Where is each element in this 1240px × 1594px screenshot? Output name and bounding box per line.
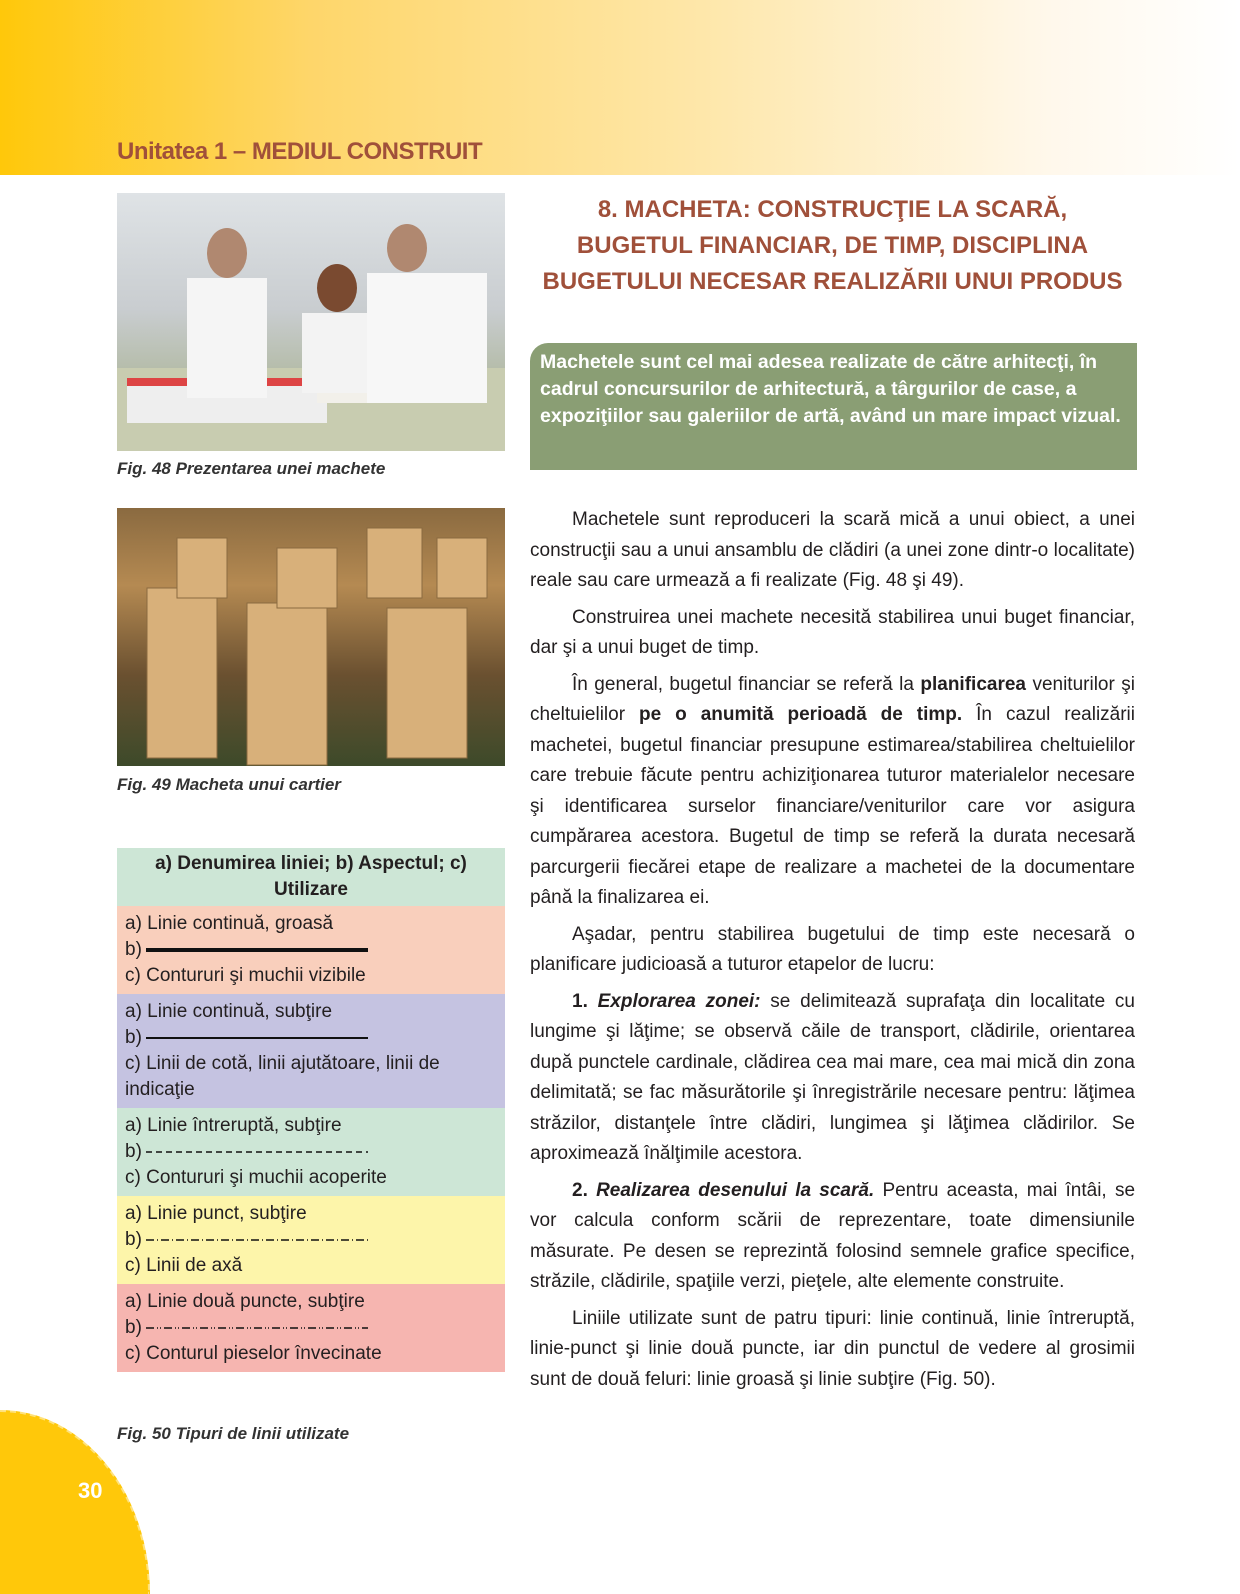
section-title [530,192,1135,300]
title-line: 8. MACHETA: CONSTRUCŢIE LA SCARĂ, [597,196,1068,223]
line-usage: c) Linii de cotă, linii ajutătoare, linii de indicaţie [125,1053,440,1100]
photo-district-model [117,508,505,766]
line-sample [146,946,368,954]
table-row [117,906,505,994]
aspect-label: b) [125,939,142,960]
text: se delimitează suprafaţa din localitate cu lungime şi lăţime; se observă căile de transport, clădirile, orientarea după punctele cardinale, clădirea cea mai mare, cea mai mică din zona delimitată; se fac măsurătorile şi înregistrările necesare pentru: lăţimea străzilor, distanţele între clădiri, lungimea şi lăţimea clădirilor. Se aproximează înălţimile acestora. [530,990,1135,1164]
aspect-label: b) [125,1141,142,1162]
aspect-label: b) [125,1229,142,1250]
line-name: a) Linie continuă, subţire [125,1001,333,1022]
title-line: BUGETUL FINANCIAR, DE TIMP, DISCIPLINA [576,232,1089,259]
line-usage: c) Linii de axă [125,1255,243,1276]
body-text [530,505,1135,1401]
line-name: a) Linie punct, subţire [125,1203,307,1224]
line-name: a) Linie întreruptă, subţire [125,1115,342,1136]
unit-title: Unitatea 1 – MEDIUL CONSTRUIT [117,138,483,165]
line-usage: c) Contururi şi muchii vizibile [125,965,366,986]
aspect-label: b) [125,1317,142,1338]
table-row [117,1284,505,1372]
photo-model-presentation [117,193,505,451]
bold-text: pe o anumită perioadă de timp. [639,704,963,725]
text: Pentru aceasta, mai întâi, se vor calcula conform scării de reprezentare, toate dimensiunile măsurate. Pe desen se reprezintă folosind semnele grafice specifice, străzile, clădirile, spaţiile verzi, pieţele, alte elemente construite. [530,1179,1136,1292]
table-row [117,994,505,1108]
line-sample [146,1034,368,1042]
paragraph: Construirea unei machete necesită stabilirea unui buget financiar, dar şi a unui buget de timp. [530,606,1135,658]
line-sample [146,1324,368,1332]
line-types-table [117,848,505,1372]
bold-text: planificarea [920,673,1026,695]
paragraph [530,1176,1135,1298]
step-title: Realizarea desenului la scară. [596,1179,875,1201]
page-number: 30 [78,1478,103,1503]
fig48-caption: Fig. 48 Prezentarea unei machete [117,459,386,478]
title-line: BUGETULUI NECESAR REALIZĂRII UNUI PRODUS [542,268,1123,295]
table-row [117,1196,505,1284]
text: În general, bugetul financiar se referă la [572,673,921,695]
table-header: a) Denumirea liniei; b) Aspectul; c) Utilizare [117,848,505,906]
line-name: a) Linie continuă, groasă [125,913,334,934]
paragraph: Liniile utilizate sunt de patru tipuri: linie continuă, linie întreruptă, linie-punct şi linie două puncte, iar din punctul de vedere al grosimii sunt de două feluri: linie groasă şi linie subţire (Fig. 50). [530,1307,1135,1390]
paragraph [530,987,1135,1170]
line-usage: c) Conturul pieselor învecinate [125,1343,382,1364]
callout-box: Machetele sunt cel mai adesea realizate de către arhitecţi, în cadrul concursurilor de arhitectură, a târgurilor de case, a expoziţiilor sau galeriilor de artă, având un mare impact vizual. [530,343,1137,470]
line-usage: c) Contururi şi muchii acoperite [125,1167,387,1188]
step-number: 1. [572,990,598,1012]
text: veniturilor şi cheltuielilor [530,673,1135,725]
step-title: Explorarea zonei: [597,990,761,1012]
step-number: 2. [572,1179,597,1201]
line-sample [146,1236,368,1244]
fig49-caption: Fig. 49 Macheta unui cartier [117,775,341,794]
paragraph [530,670,1135,914]
line-name: a) Linie două puncte, subţire [125,1291,365,1312]
text: În cazul realizării machetei, bugetul financiar presupune estimarea/stabilirea cheltuielilor care trebuie făcute pentru achiziţionarea tuturor materialelor necesare şi identificarea surselor financiare/veniturilor care vor asigura cumpărarea acestora. Bugetul de timp se referă la durata necesară parcurgerii fiecărei etape de realizare a machetei de la documentare până la finalizarea ei. [530,704,1136,908]
line-sample [146,1148,368,1156]
paragraph: Machetele sunt reproduceri la scară mică a unui obiect, a unei construcţii sau a unui ansamblu de clădiri (a unei zone dintr-o localitate) reale sau care urmează a fi realizate (Fig. 48 şi 49). [530,509,1135,591]
paragraph: Aşadar, pentru stabilirea bugetului de timp este necesară o planificare judicioasă a tuturor etapelor de lucru: [530,923,1135,975]
table-row [117,1108,505,1196]
fig50-caption: Fig. 50 Tipuri de linii utilizate [117,1424,350,1443]
aspect-label: b) [125,1027,142,1048]
